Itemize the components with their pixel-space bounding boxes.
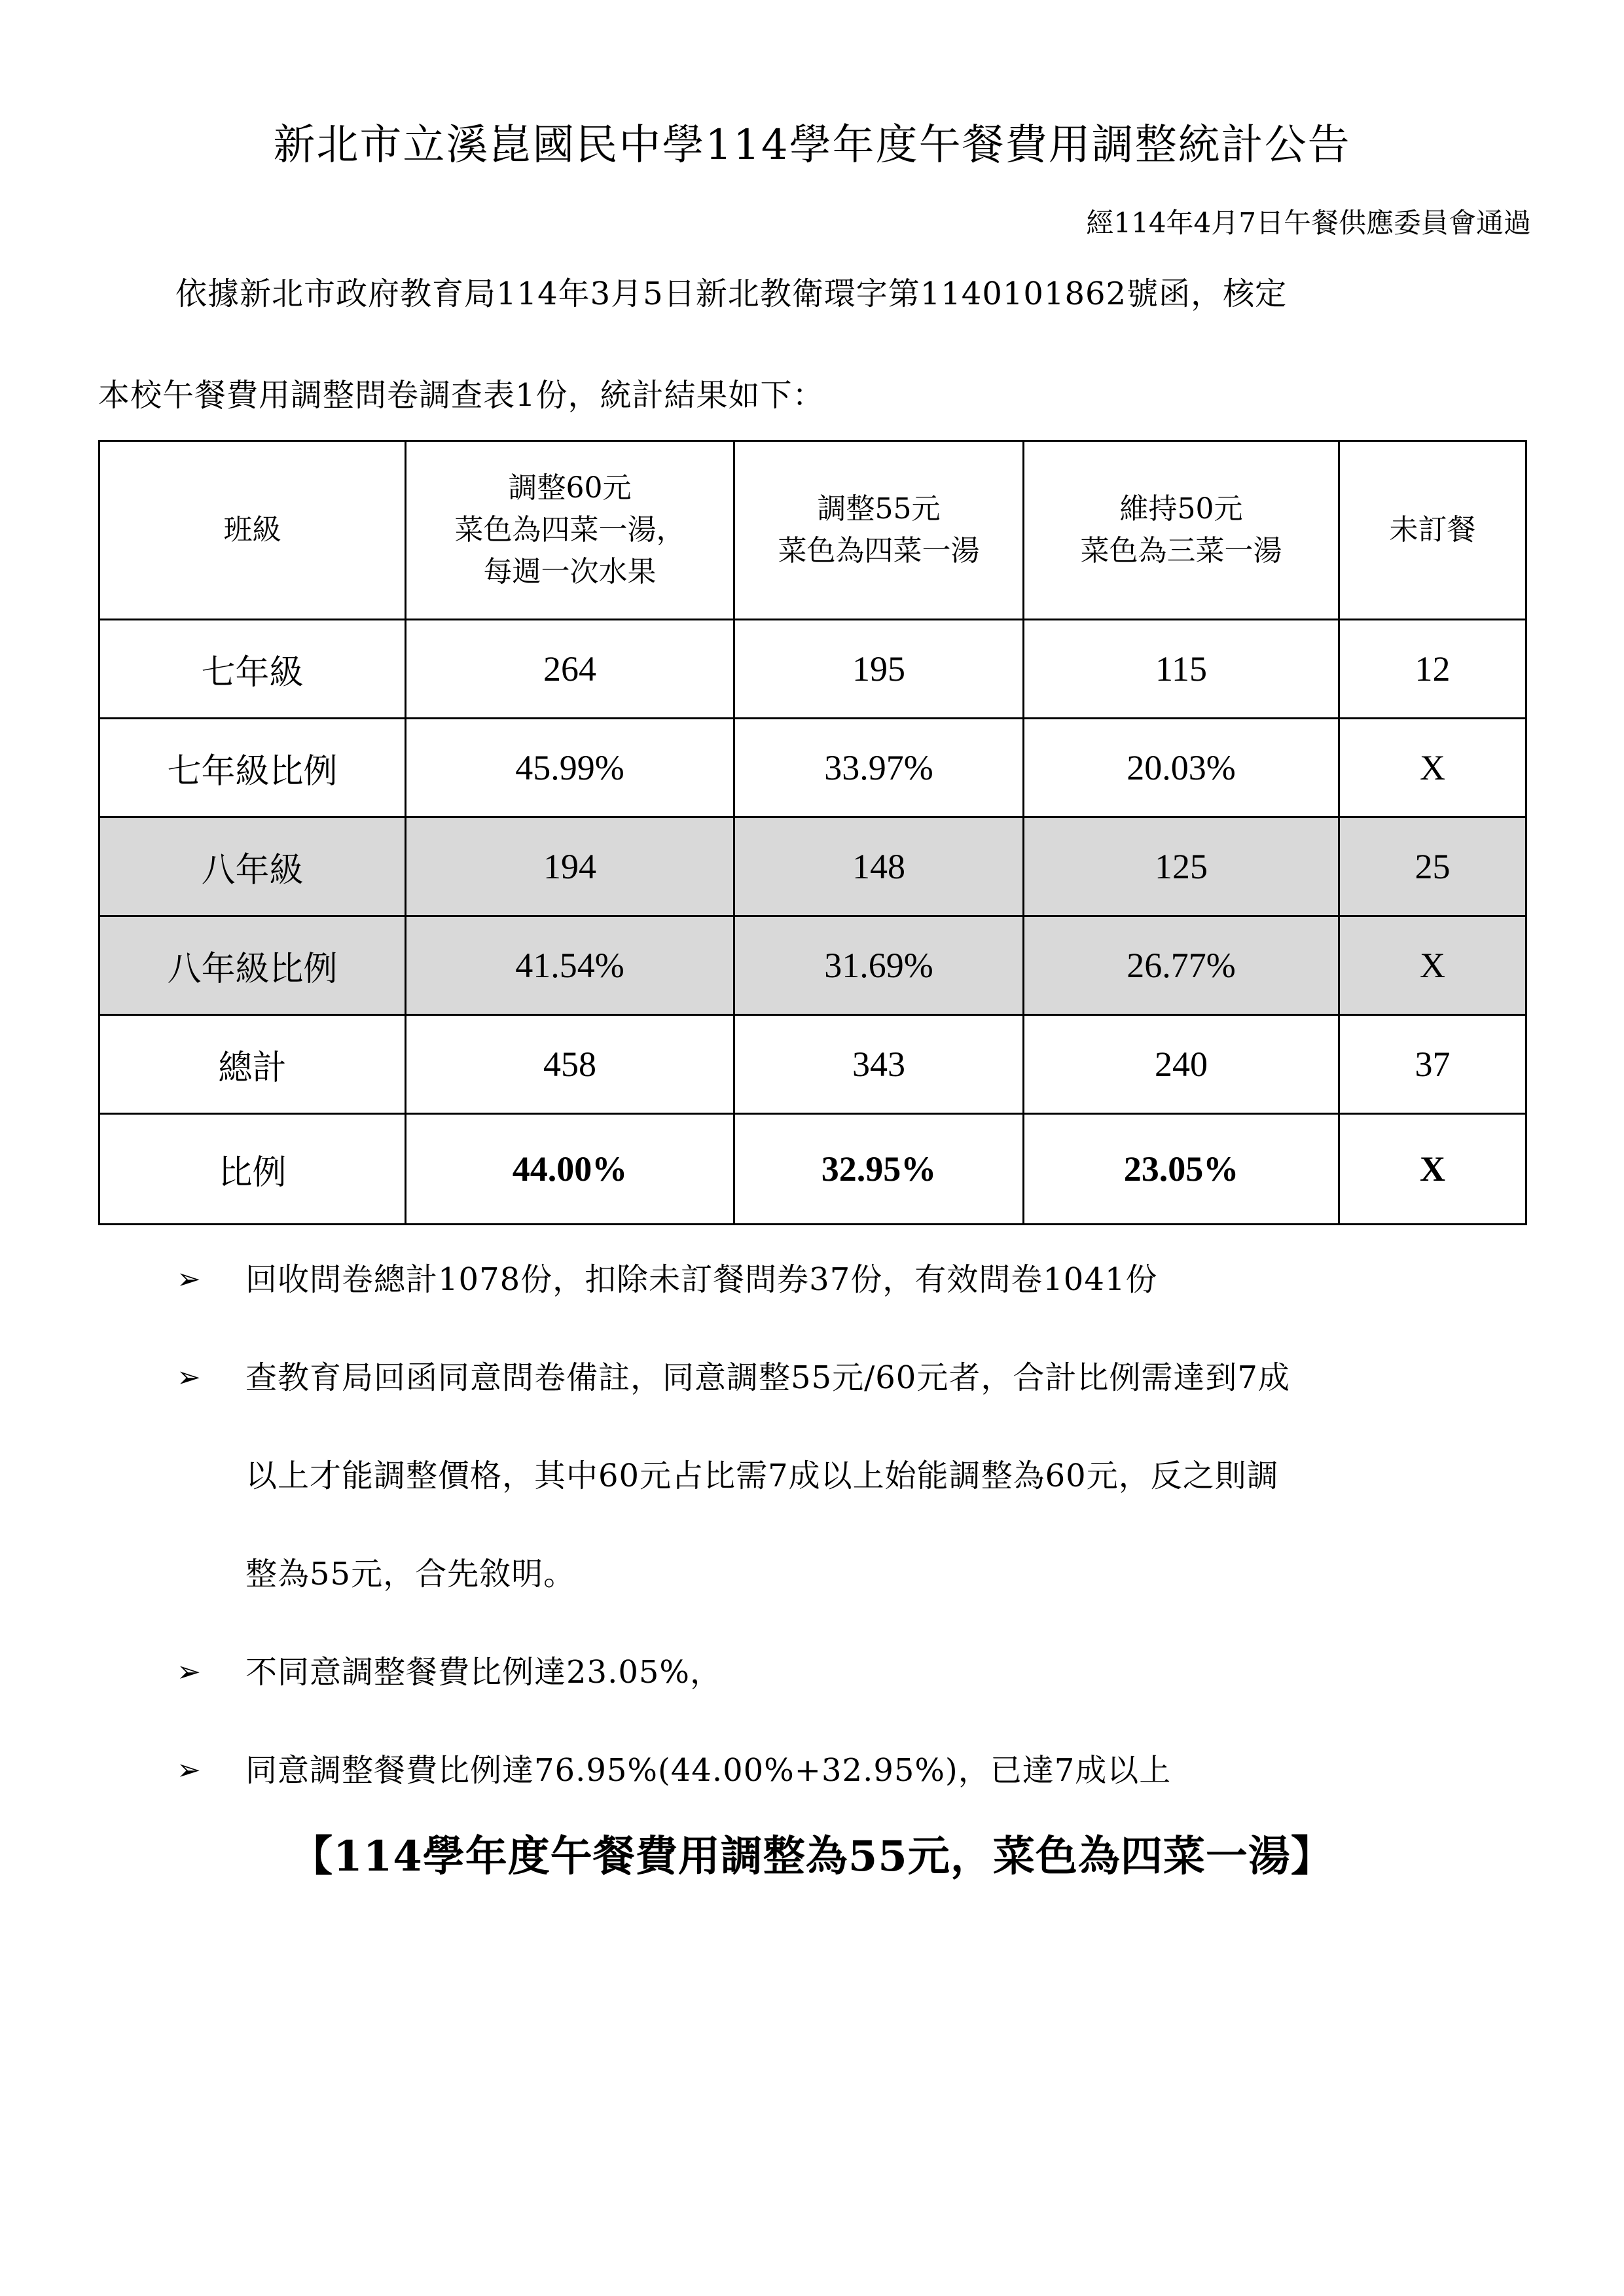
table-cell: 194: [406, 817, 734, 916]
table-row: [99, 817, 1526, 916]
conclusion-statement: 【114學年度午餐費用調整為55元，菜色為四菜一湯】: [291, 1832, 1333, 1881]
table-cell: 37: [1339, 1015, 1526, 1114]
header-line: 調整55元: [817, 492, 941, 526]
list-item: [177, 1623, 1551, 1721]
row-label: 七年級: [99, 620, 406, 719]
table-row: [99, 719, 1526, 817]
table-row: [99, 620, 1526, 719]
arrow-right-icon: ➢: [177, 1753, 202, 1787]
arrow-right-icon: ➢: [177, 1263, 202, 1296]
header-line: 每週一次水果: [483, 555, 657, 588]
table-cell: 20.03%: [1024, 719, 1339, 817]
table-cell: X: [1339, 1114, 1526, 1225]
note-text: 同意調整餐費比例達76.95%(44.00%+32.95%)，已達7成以上: [245, 1752, 1172, 1789]
note-text: 查教育局回函同意問卷備註，同意調整55元/60元者，合計比例需達到7成: [245, 1359, 1290, 1396]
table-cell: 33.97%: [734, 719, 1024, 817]
table-cell: 45.99%: [406, 719, 734, 817]
intro-line-1: 依據新北市政府教育局114年3月5日新北教衛環字第1140101862號函，核定: [175, 276, 1288, 312]
table-header-row: [99, 441, 1526, 620]
table-cell: 458: [406, 1015, 734, 1114]
table-cell: 115: [1024, 620, 1339, 719]
header-option-55: [734, 441, 1024, 620]
table-cell: 343: [734, 1015, 1024, 1114]
header-line: 未訂餐: [1389, 513, 1476, 547]
table-cell: 240: [1024, 1015, 1339, 1114]
table-row: [99, 1015, 1526, 1114]
list-item: [177, 1329, 1551, 1623]
table-cell: X: [1339, 916, 1526, 1015]
table-cell: 41.54%: [406, 916, 734, 1015]
note-text: 回收問卷總計1078份，扣除未訂餐問券37份，有效問卷1041份: [245, 1261, 1158, 1298]
list-item: [177, 1721, 1551, 1820]
table-cell: 32.95%: [734, 1114, 1024, 1225]
header-line: 調整60元: [508, 471, 632, 505]
table-cell: 195: [734, 620, 1024, 719]
survey-results-table: [98, 440, 1527, 1225]
table-cell: 148: [734, 817, 1024, 916]
row-label: 比例: [99, 1114, 406, 1225]
table-cell: 23.05%: [1024, 1114, 1339, 1225]
row-label: 八年級: [99, 817, 406, 916]
header-class: [99, 441, 406, 620]
table-cell: 12: [1339, 620, 1526, 719]
header-line: 菜色為四菜一湯，: [454, 513, 685, 547]
table-cell: 44.00%: [406, 1114, 734, 1225]
page-title: 新北市立溪崑國民中學114學年度午餐費用調整統計公告: [273, 121, 1351, 170]
note-text: 不同意調整餐費比例達23.05%，: [245, 1654, 723, 1691]
note-text: 整為55元，合先敘明。: [245, 1556, 576, 1592]
table-cell: 26.77%: [1024, 916, 1339, 1015]
header-option-60: [406, 441, 734, 620]
approval-note: 經114年4月7日午餐供應委員會通過: [1086, 207, 1531, 239]
table-cell: 25: [1339, 817, 1526, 916]
header-line: 維持50元: [1119, 492, 1243, 526]
table-row: [99, 916, 1526, 1015]
row-label: 八年級比例: [99, 916, 406, 1015]
header-no-order: [1339, 441, 1526, 620]
arrow-right-icon: ➢: [177, 1655, 202, 1689]
header-option-50: [1024, 441, 1339, 620]
intro-line-2: 本校午餐費用調整問卷調查表1份，統計結果如下：: [98, 377, 825, 414]
table-cell: 125: [1024, 817, 1339, 916]
table-cell: 264: [406, 620, 734, 719]
header-line: 菜色為三菜一湯: [1080, 534, 1282, 567]
row-label: 總計: [99, 1015, 406, 1114]
list-item: [177, 1230, 1551, 1329]
table-row: [99, 1114, 1526, 1225]
header-line: 菜色為四菜一湯: [778, 534, 980, 567]
arrow-right-icon: ➢: [177, 1361, 202, 1394]
table-cell: 31.69%: [734, 916, 1024, 1015]
note-text: 以上才能調整價格，其中60元占比需7成以上始能調整為60元，反之則調: [245, 1458, 1279, 1494]
header-line: 班級: [223, 513, 281, 547]
notes-list: [177, 1230, 1551, 1820]
table-cell: X: [1339, 719, 1526, 817]
row-label: 七年級比例: [99, 719, 406, 817]
